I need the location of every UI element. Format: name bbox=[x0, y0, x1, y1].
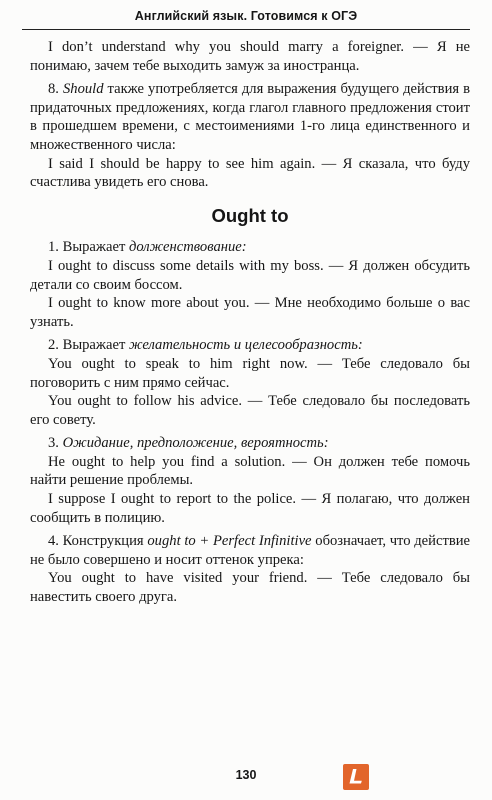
item-1-heading: 1. Выражает долженствование: bbox=[48, 239, 247, 256]
item-3-example-2: I suppose I ought to report to the police. — Я полагаю, что должен сообщить в полицию. bbox=[30, 491, 470, 526]
page-body bbox=[30, 38, 470, 607]
item-2-heading: 2. Выражает желательность и целесообразность: bbox=[48, 337, 363, 354]
item-4-heading: 4. Конструкция ought to + Perfect Infinitive обозначает, что действие не было совершено и носит оттенок упрека: bbox=[30, 533, 470, 568]
paragraph-example: I don’t understand why you should marry a foreigner. — Я не понимаю, зачем тебе выходить замуж за иностранца. bbox=[30, 39, 470, 74]
running-header-title: Английский язык. Готовимся к ОГЭ bbox=[134, 8, 358, 23]
item-3-heading: 3. Ожидание, предположение, вероятность: bbox=[48, 435, 329, 452]
page-number: 130 bbox=[235, 768, 257, 782]
section-title: Ought to bbox=[211, 204, 289, 226]
item-1-example-2: I ought to know more about you. — Мне необходимо больше о вас узнать. bbox=[30, 295, 470, 330]
paragraph-rule-8 bbox=[30, 80, 470, 154]
running-header bbox=[22, 2, 470, 30]
litres-logo-icon bbox=[343, 764, 369, 790]
item-1-example-1: I ought to discuss some details with my boss. — Я должен обсудить детали со своим боссом. bbox=[30, 257, 470, 293]
rule-number: 8. bbox=[48, 81, 63, 98]
rule-text: также употребляется для выражения будущего действия в придаточных предложениях, когда глагол главного предложения стоит в прошедшем времени, с местоимениями 1-го лица единственного и множественного числа: bbox=[30, 81, 471, 153]
item-3-example-1: He ought to help you find a solution. — Он должен тебе помочь найти решение проблемы. bbox=[30, 453, 470, 489]
item-2-example-2: You ought to follow his advice. — Тебе следовало бы последовать его совету. bbox=[30, 393, 470, 428]
item-2-example-1: You ought to speak to him right now. — Тебе следовало бы поговорить с ним прямо сейчас. bbox=[30, 355, 470, 391]
paragraph-example: I said I should be happy to see him again. — Я сказала, что буду счастлива увидеть его снова. bbox=[30, 155, 470, 191]
item-4-example-1: You ought to have visited your friend. — Тебе следовало бы навестить своего друга. bbox=[30, 570, 470, 606]
rule-term: Should bbox=[62, 81, 104, 98]
